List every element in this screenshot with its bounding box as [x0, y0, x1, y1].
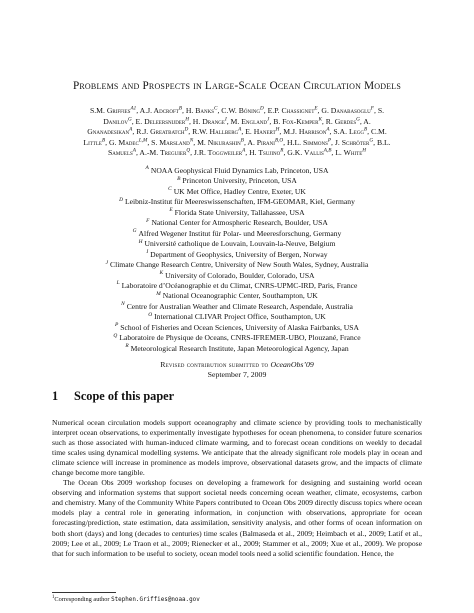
- affiliation-text: Laboratoire de Physique de Oceans, CNRS-IFREMER-UBO, Plouzané, France: [119, 333, 361, 343]
- affiliation: [40, 197, 434, 207]
- affiliation-text: NOAA Geophysical Fluid Dynamics Lab, Princeton, USA: [150, 166, 329, 175]
- affiliation-text: Department of Geophysics, University of Bergen, Norway: [150, 249, 328, 259]
- affiliation-text: Université catholique de Louvain, Louvain-la-Neuve, Belgium: [144, 239, 336, 249]
- affiliation-mark: A: [145, 165, 149, 172]
- footnote-label: Corresponding author: [54, 596, 112, 604]
- affiliation: [40, 344, 434, 354]
- affiliation: [40, 176, 434, 186]
- section-title: Scope of this paper: [74, 389, 175, 403]
- affiliation: [40, 312, 434, 322]
- affiliation-mark: L: [116, 280, 120, 287]
- affiliation: [40, 187, 434, 197]
- affiliation-text: Florida State University, Tallahassee, USA: [174, 207, 305, 217]
- affiliation-mark: R: [125, 343, 129, 350]
- section-heading: [52, 389, 174, 404]
- affiliation: [40, 166, 434, 176]
- footnote-mark: 1: [52, 595, 55, 600]
- affiliation-text: School of Fisheries and Ocean Sciences, University of Alaska Fairbanks, USA: [120, 322, 360, 332]
- affiliation: [40, 291, 434, 301]
- paragraph-2: The Ocean Obs 2009 workshop focuses on developing a framework for designing and sustaining world ocean observing and information systems that support societal needs concerning ocean weather, climate, ecosystems, carbon and chemistry. Many of the Community White Papers contributed to Ocean Obs 2009 directly discuss topics where ocean models play a central role in generating information, in conjunction with observations, appropriate for ocean forecasting/prediction, state estimation, data assimilation, sensitivity analysis, and other forms of ocean information on both short (days) and long (decades to centuries) time scales (Balmaseda et al., 2009; Heimbach et al., 2009; Latif et al., 2009; Lee et al., 2009; Le Traon et al., 2009; Rienecker et al., 2009; Stammer et al., 2009; Xue et al., 2009). We propose that for such information to be useful to society, ocean model tools need a solid scientific foundation. Hence, the: [52, 478, 422, 558]
- affiliation: [40, 260, 434, 270]
- affiliation: [40, 271, 434, 281]
- affiliation-text: Princeton University, Princeton, USA: [182, 176, 297, 186]
- footnote: [52, 595, 200, 603]
- affiliation-mark: H: [138, 238, 143, 245]
- affiliation: [40, 208, 434, 218]
- affiliation-mark: D: [119, 196, 124, 203]
- affiliation-mark: P: [114, 322, 119, 329]
- affiliation-text: Meteorological Research Institute, Japan Meteorological Agency, Japan: [130, 343, 349, 353]
- affiliation-text: Climate Change Research Centre, University of New South Wales, Sydney, Australia: [110, 260, 369, 270]
- author-line: Gnanadesikan$^A$, R.J. Greatbatch$^D$, R.W. Hallberg$^A$, E. Hanert$^H$, M.J. Harrison$^A$, S.A. Legg$^B$, C.M.: [87, 126, 387, 137]
- author-list: [44, 106, 430, 159]
- affiliation: [40, 239, 434, 249]
- author-line: Little$^B$, G. Madec$^{L,M}$, S. Marsland$^N$, M. Nikurashin$^B$, A. Pirani$^{B,O}$, H.L. Simmons$^P$, J. Schröter$^G$, B.L.: [83, 137, 391, 147]
- affiliation-text: University of Colorado, Boulder, Colorado, USA: [165, 270, 315, 280]
- affiliation-text: National Center for Atmospheric Research, Boulder, USA: [151, 218, 328, 228]
- section-number: 1: [52, 389, 59, 403]
- affiliation: [40, 229, 434, 239]
- affiliation-text: UK Met Office, Hadley Centre, Exeter, UK: [173, 186, 306, 196]
- affiliation-text: Laboratoire d’Océanographie et du Climat, CNRS-UPMC-IRD, Paris, France: [121, 280, 358, 290]
- affiliation-text: National Oceanographic Center, Southampton, UK: [162, 291, 318, 301]
- affiliation-mark: O: [148, 311, 153, 318]
- affiliation-list: [40, 166, 434, 354]
- affiliation: [40, 281, 434, 291]
- author-line: Danilov$^G$, E. Deleersnijder$^H$, H. Drange$^I$, M. England$^J$, B. Fox-Kemper$^K$, R. Gerdes$^G$, A.: [103, 116, 371, 126]
- affiliation: [40, 250, 434, 260]
- affiliation-text: International CLIVAR Project Office, Southampton, UK: [154, 312, 326, 322]
- affiliation-mark: E: [169, 207, 173, 214]
- submission-note: [0, 360, 474, 380]
- affiliation: [40, 333, 434, 343]
- affiliation: [40, 323, 434, 333]
- affiliation-text: Centre for Australian Weather and Climate Research, Aspendale, Australia: [126, 301, 353, 311]
- author-line: S.M. Griffies$^{A1}$, A.J. Adcroft$^B$, H. Banks$^C$, C.W. Böning$^D$, E.P. Chassignet$^E$, G. Danabasoglu$^F$, S.: [89, 105, 385, 115]
- affiliation-mark: J: [105, 259, 109, 266]
- affiliation-mark: M: [156, 290, 161, 297]
- affiliation-mark: I: [146, 249, 149, 256]
- affiliation-mark: F: [146, 217, 150, 224]
- corresponding-email[interactable]: Stephen.Griffies@noaa.gov: [111, 597, 200, 604]
- paragraph-1: Numerical ocean circulation models support oceanography and climate science by providing tools to mechanistically interpret ocean observations, to experimentally investigate hypotheses for ocean phenomena, to consider future scenarios such as those associated with human-induced climate warming, and to forecast ocean conditions on weekly to decadal time scales using dynamical modelling systems. We anticipate that the already significant role models play in ocean and climate science will increase in prominence as models improve, observational datasets grow, and the impacts of climate change become more tangible.: [52, 418, 422, 478]
- paper-date: September 7, 2009: [207, 370, 267, 379]
- affiliation-mark: Q: [113, 332, 118, 339]
- affiliation-text: Leibniz-Institut für Meereswissenschaften, IFM-GEOMAR, Kiel, Germany: [125, 197, 355, 207]
- body-text: [52, 418, 422, 559]
- venue-name: OceanObs’09: [270, 360, 314, 369]
- paper-title: Problems and Prospects in Large-Scale Ocean Circulation Models: [72, 80, 402, 92]
- affiliation: [40, 302, 434, 312]
- affiliation-mark: C: [168, 186, 172, 193]
- affiliation-text: Alfred Wegener Institut für Polar- und Meeresforschung, Germany: [138, 228, 342, 238]
- affiliation-mark: N: [121, 301, 125, 308]
- affiliation: [40, 218, 434, 228]
- affiliation-mark: K: [159, 270, 164, 276]
- affiliation-mark: G: [132, 228, 137, 235]
- affiliation-mark: B: [177, 175, 181, 182]
- revised-label: Revised contribution submitted to: [160, 360, 271, 369]
- author-line: Samuels$^A$, A.-M. Treguier$^Q$, J.R. Toggweiler$^A$, H. Tsujino$^R$, G.K. Vallis$^{A,B}$, L. White$^H$: [107, 147, 367, 158]
- footnote-rule: [52, 592, 116, 593]
